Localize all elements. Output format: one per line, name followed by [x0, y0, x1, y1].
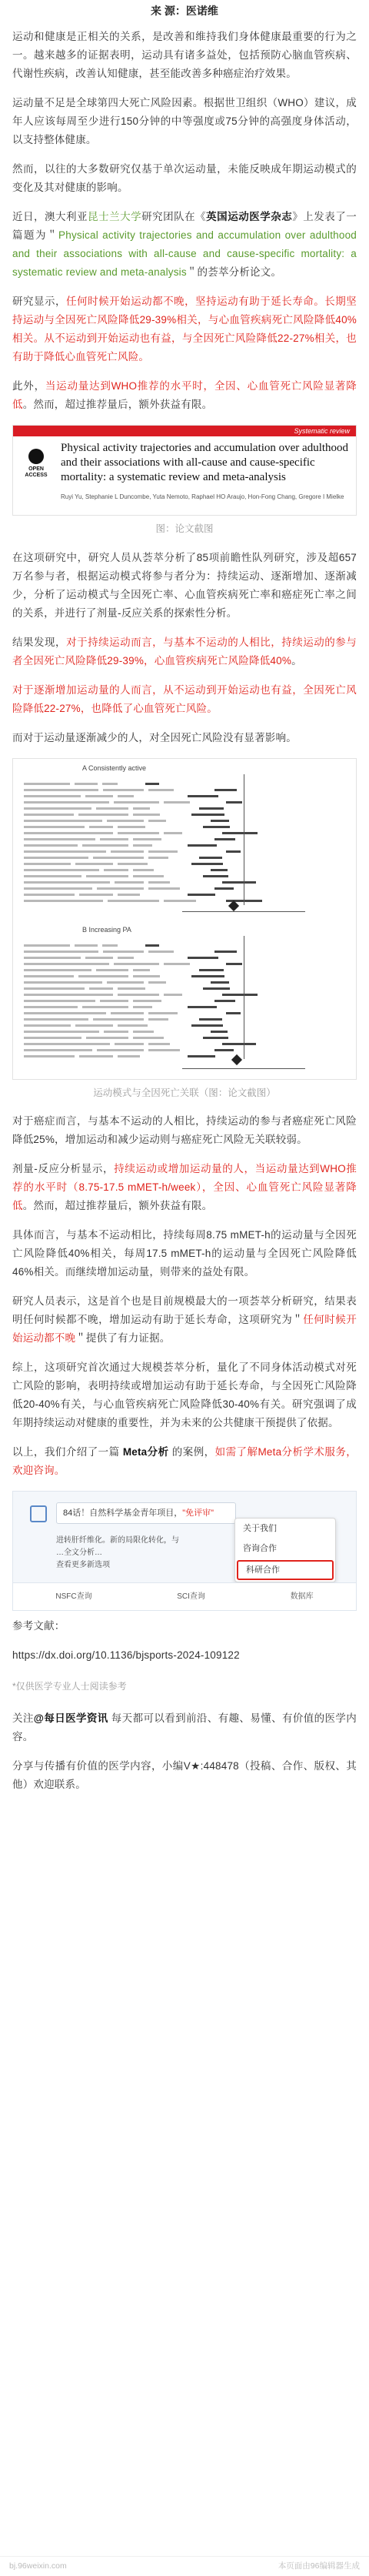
paragraph-limit: 然而，以往的大多数研究仅基于单次运动量，未能反映成年期运动模式的变化及其对健康的影响。	[12, 163, 357, 194]
footer-url: bj.96weixin.com	[9, 2561, 67, 2571]
paragraph-dose: 剂量-反应分析显示，持续运动或增加运动量的人，当运动量达到WHO推荐的水平时（8.75-17.5 mMET-h/week），全因、心血管死亡风险显著降低。然而，超过推荐量后，额外获益有限。	[12, 1162, 357, 1211]
panel-a-x-axis	[182, 911, 305, 912]
calendar-icon	[30, 1505, 47, 1522]
refs-title: 参考文献：	[12, 1620, 65, 1632]
pro-note: *仅供医学专业人士阅读参考	[12, 1681, 127, 1692]
forest-row	[24, 830, 345, 834]
forest-row	[24, 805, 345, 809]
tab-database[interactable]: 数据库	[290, 1592, 314, 1601]
forest-row	[24, 817, 345, 821]
forest-row	[24, 799, 345, 803]
paragraph-researchers: 研究人员表示，这是首个也是目前规模最大的一项荟萃分析研究，结果表明任何时候都不晚，增加运动有助于延长寿命，这项研究为＂任何时候开始运动都不晚＂提供了有力证据。	[12, 1295, 357, 1345]
forest-row	[24, 979, 345, 983]
panel-b-x-axis	[182, 1068, 305, 1069]
forest-row	[24, 1028, 345, 1032]
forest-row	[24, 936, 345, 940]
source-header: 来 源：医诺维	[151, 4, 218, 17]
forest-row	[24, 891, 345, 895]
forest-row	[24, 948, 345, 952]
forest-row	[24, 793, 345, 797]
paper-authors: Ruyi Yu, Stephanie L Duncombe, Yuta Nemoto, Raphael HO Araujo, Hon-Fong Chang, Gregore I Mielke	[61, 493, 344, 501]
panel-b-label: B Increasing PA	[82, 925, 131, 934]
menu-item-about[interactable]: 关于我们	[243, 1524, 277, 1534]
forest-plot-screenshot	[12, 758, 357, 1080]
band-label: Systematic review	[294, 427, 350, 436]
forest-row	[24, 860, 345, 864]
forest-row	[24, 787, 345, 790]
doi-link[interactable]: https://dx.doi.org/10.1136/bjsports-2024-109122	[12, 1649, 240, 1662]
paragraph-summary: 综上，这项研究首次通过大规模荟萃分析，量化了不同身体活动模式对死亡风险的影响，表明持续或增加运动有助于延长寿命，与全因死亡风险降低20-40%有关，与心血管疾病死亡风险降低30-40%有关。研究强调了成年期持续运动对健康的重要性，并为未来的公共健康干预提供了依据。	[12, 1362, 357, 1429]
forest-row	[24, 885, 345, 889]
forest-row	[24, 854, 345, 858]
forest-row	[24, 842, 345, 846]
forest-row	[24, 997, 345, 1001]
paragraph-results: 研究显示，任何时候开始运动都不晚，坚持运动有助于延长寿命。长期坚持运动与全因死亡风险降低29-39%相关，与心血管疾病死亡风险降低40%相关。从不运动到开始运动也有益，与全因死亡风险降低22-27%相关，也有助于降低心血管死亡风险。	[12, 296, 357, 363]
paragraph-findings: 结果发现，对于持续运动而言，与基本不运动的人相比，持续运动的参与者全因死亡风险降低29-39%，心血管疾病死亡风险降低40%。	[12, 636, 357, 667]
paragraph-intro: 运动和健康是正相关的关系，是改善和维持我们身体健康最重要的行为之一。越来越多的证据表明，运动具有诸多益处，包括预防心脑血管疾病、代谢性疾病，改善认知健康，甚至能改善多种癌症治疗效果。	[12, 31, 357, 80]
fig1-caption: 图：论文截图	[155, 523, 214, 535]
menu-item-consult[interactable]: 咨询合作	[243, 1544, 277, 1554]
forest-row	[24, 967, 345, 971]
panel-a-summary-diamond	[228, 900, 239, 911]
forest-row	[24, 1010, 345, 1014]
forest-row	[24, 780, 345, 784]
forest-row	[24, 942, 345, 946]
forest-row	[24, 879, 345, 883]
forest-row	[24, 1016, 345, 1020]
bottom-tabs	[13, 1582, 356, 1610]
forest-row	[24, 954, 345, 958]
page-footer	[0, 2556, 369, 2576]
dropdown-menu	[234, 1518, 336, 1582]
paragraph-increasing: 对于逐渐增加运动量的人而言，从不运动到开始运动也有益，全因死亡风险降低22-27%，也降低了心血管死亡风险。	[12, 683, 357, 714]
panel-a-rows	[24, 774, 345, 897]
menu-item-research[interactable]: 科研合作	[237, 1560, 334, 1580]
forest-row	[24, 1022, 345, 1026]
forest-row	[24, 973, 345, 977]
paragraph-who: 运动量不足是全球第四大死亡风险因素。根据世卫组织（WHO）建议，成年人应该每周至少进行150分钟的中等强度或75分钟的高强度身体活动，以支持整体健康。	[12, 97, 357, 146]
paragraph-specific: 具体而言，与基本不运动相比，持续每周8.75 mMET-h的运动量与全因死亡风险降低40%相关，每周17.5 mMET-h的运动量与全因死亡风险降低46%相关。而继续增加运动量，则带来的益处有限。	[12, 1229, 357, 1278]
paragraph-study: 近日，澳大利亚昆士兰大学研究团队在《英国运动医学杂志》上发表了一篇题为＂Physical activity trajectories and accumulation over adulthood and their associations with all-cause and cause-specific mortality: a systematic review and meta-analysis＂的荟萃分析论文。	[12, 211, 357, 279]
forest-row	[24, 774, 345, 778]
forest-row	[24, 991, 345, 995]
fig2-caption: 运动模式与全因死亡关联（图：论文截图）	[93, 1087, 276, 1098]
forest-row	[24, 1047, 345, 1051]
panel-b-rows	[24, 936, 345, 1053]
footer-credit: 本页面由96编辑器生成	[278, 2561, 360, 2571]
paper-title: Physical activity trajectories and accumulation over adulthood and their associations with all-cause and cause-specific mortality: a systematic review and meta-analysis	[61, 442, 349, 483]
uq-link[interactable]: 昆士兰大学	[88, 211, 142, 223]
paragraph-cancer: 对于癌症而言，与基本不运动的人相比，持续运动的参与者癌症死亡风险降低25%，增加运动和减少运动则与癌症死亡风险无关联较弱。	[12, 1114, 357, 1145]
star-icon: ★	[190, 1759, 201, 1772]
forest-row	[24, 1034, 345, 1038]
result-lines: 进转肝纤维化。新的局限化转化，与 …全文分析… 查看更多新选项	[56, 1536, 179, 1570]
forest-row	[24, 824, 345, 827]
forest-row	[24, 1004, 345, 1007]
consult-link[interactable]: 如需了解Meta分析学术服务，欢迎咨询。	[12, 1446, 357, 1477]
panel-b-summary-diamond	[231, 1054, 242, 1065]
paragraph-decreasing: 而对于运动量逐渐减少的人，对全因死亡风险没有显著影响。	[12, 731, 297, 743]
forest-row	[24, 985, 345, 989]
paragraph-methods: 在这项研究中，研究人员从荟萃分析了85项前瞻性队列研究，涉及超657万名参与者，根据运动模式将参与者分为：持续运动、逐渐增加、逐渐减少，分析了运动模式与全因死亡率、心血管疾病死亡率和癌症死亡率之间的关系，并进行了剂量-反应关系的探索性分析。	[12, 551, 357, 619]
forest-row	[24, 1041, 345, 1044]
paragraph-service: 以上，我们介绍了一篇 Meta分析 的案例，如需了解Meta分析学术服务，欢迎咨询。	[12, 1446, 357, 1477]
contact-line: 分享与传播有价值的医学内容，小编V★:448478（投稿、合作、版权、其他）欢迎联系。	[12, 1759, 357, 1790]
forest-row	[24, 848, 345, 852]
panel-a-label: A Consistently active	[82, 763, 147, 772]
forest-row	[24, 836, 345, 840]
open-access-badge: OPEN ACCESS	[22, 449, 50, 478]
paragraph-who-level: 此外，当运动量达到WHO推荐的水平时，全因、心血管死亡风险显著降低。然而，超过推荐量后，额外获益有限。	[12, 380, 357, 411]
forest-row	[24, 873, 345, 877]
paper-screenshot	[12, 425, 357, 516]
follow-line: 关注@每日医学资讯 每天都可以看到前沿、有趣、易懂、有价值的医学内容。	[12, 1712, 357, 1742]
tab-sci[interactable]: SCI查询	[177, 1592, 205, 1601]
open-access-icon	[28, 449, 44, 464]
search-input[interactable]: 84话！自然科学基金青年项目，"免评审"	[56, 1502, 236, 1524]
service-screenshot	[12, 1491, 357, 1611]
tab-nsfc[interactable]: NSFC查询	[55, 1592, 92, 1601]
forest-row	[24, 811, 345, 815]
forest-row	[24, 867, 345, 870]
account-link[interactable]: @每日医学资讯	[33, 1712, 108, 1724]
forest-row	[24, 961, 345, 964]
paper-title-link[interactable]: Physical activity trajectories and accumulation over adulthood and their associations with all-cause and cause-specific mortality: a systematic review and meta-analysis	[12, 229, 357, 279]
